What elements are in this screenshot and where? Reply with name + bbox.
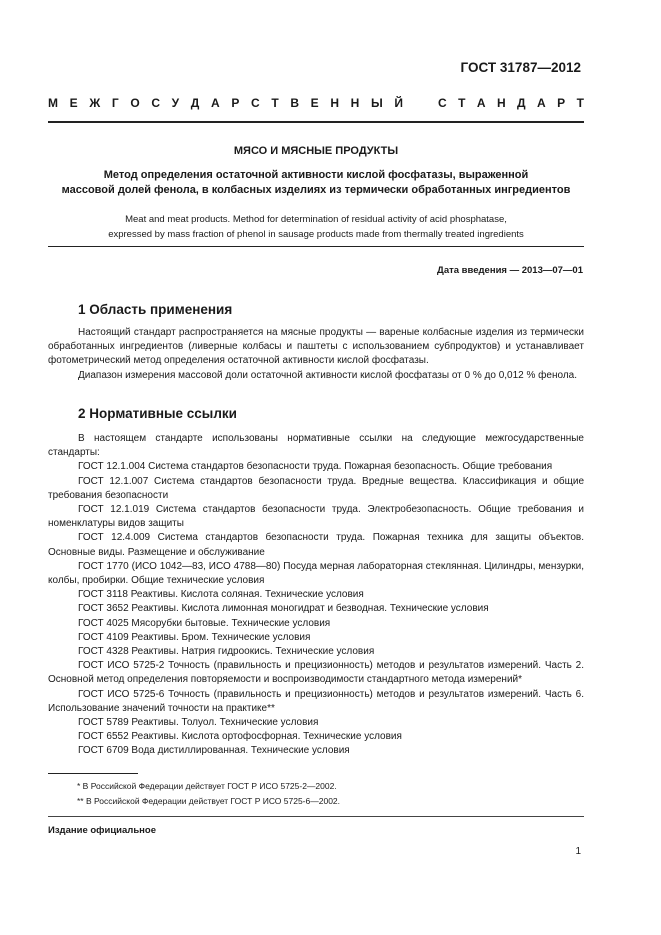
- title-rule: [48, 246, 584, 247]
- title-english-line: expressed by mass fraction of phenol in sausage products made from thermally treated ingredients: [108, 229, 524, 240]
- section-heading-scope: 1 Область применения: [78, 302, 233, 317]
- document-number: ГОСТ 31787—2012: [460, 60, 581, 75]
- reference-item: ГОСТ 5789 Реактивы. Толуол. Технические условия: [78, 717, 319, 729]
- title-sub-line: массовой долей фенола, в колбасных изделиях из термически обработанных ингредиентов: [61, 184, 571, 196]
- reference-item: ГОСТ 3118 Реактивы. Кислота соляная. Технические условия: [78, 589, 364, 601]
- footnote: ** В Российской Федерации действует ГОСТ Р ИСО 5725-6—2002.: [77, 796, 341, 806]
- section-body-references: [48, 432, 584, 759]
- paragraph: Диапазон измерения массовой доли остаточной активности кислой фосфатазы от 0 % до 0,012 % фенола.: [78, 369, 578, 381]
- reference-item: ГОСТ 12.1.007 Система стандартов безопасности труда. Вредные вещества. Классификация и общие требования безопасности: [48, 475, 584, 501]
- edition-label: Издание официальное: [48, 825, 156, 836]
- introduction-date: Дата введения — 2013—07—01: [437, 265, 583, 276]
- reference-item: ГОСТ 12.4.009 Система стандартов безопасности труда. Пожарная техника для защиты объектов. Основные виды. Размещение и обслуживание: [48, 532, 584, 558]
- footnotes: [48, 779, 584, 809]
- reference-item: ГОСТ 12.1.019 Система стандартов безопасности труда. Электробезопасность. Общие требования и номенклатуры видов защиты: [48, 504, 584, 530]
- reference-item: ГОСТ 4109 Реактивы. Бром. Технические условия: [78, 631, 311, 643]
- footer-rule: [48, 816, 584, 817]
- footnote-separator: [48, 773, 138, 774]
- standard-type-word-2: С Т А Н Д А Р Т: [438, 96, 584, 110]
- reference-item: ГОСТ 6552 Реактивы. Кислота ортофосфорная. Технические условия: [78, 731, 402, 743]
- reference-item: ГОСТ 3652 Реактивы. Кислота лимонная моногидрат и безводная. Технические условия: [78, 603, 489, 615]
- title-sub-line: Метод определения остаточной активности кислой фосфатазы, выраженной: [103, 169, 529, 181]
- standard-type-banner: [48, 96, 584, 110]
- reference-item: ГОСТ 4328 Реактивы. Натрия гидроокись. Технические условия: [78, 646, 375, 658]
- title-sub: [48, 168, 584, 198]
- standard-type-word-1: М Е Ж Г О С У Д А Р С Т В Е Н Н Ы Й: [48, 96, 403, 110]
- title-main: МЯСО И МЯСНЫЕ ПРОДУКТЫ: [233, 145, 399, 157]
- reference-item: ГОСТ 6709 Вода дистиллированная. Технические условия: [78, 745, 350, 757]
- reference-item: ГОСТ 4025 Мясорубки бытовые. Технические условия: [78, 617, 331, 629]
- header-rule: [48, 121, 584, 123]
- page-number: 1: [575, 846, 581, 857]
- reference-item: ГОСТ ИСО 5725-2 Точность (правильность и прецизионность) методов и результатов измерений. Часть 2. Основной метод определения повторяемости и воспроизводимости стандартного метода измерений*: [48, 660, 584, 686]
- title-english: [48, 212, 584, 242]
- paragraph: Настоящий стандарт распространяется на мясные продукты — вареные колбасные изделия из термически обработанных ингредиентов (ливерные колбасы и паштеты с использованием субпродуктов) и устанавливает фотометрический метод определения остаточной активности кислой фосфатазы.: [48, 327, 584, 367]
- title-english-line: Meat and meat products. Method for determination of residual activity of acid phosphatase,: [125, 214, 507, 225]
- paragraph: В настоящем стандарте использованы нормативные ссылки на следующие межгосударственные стандарты:: [48, 433, 584, 459]
- reference-item: ГОСТ ИСО 5725-6 Точность (правильность и прецизионность) методов и результатов измерений. Часть 6. Использование значений точности на практике**: [48, 688, 584, 714]
- footnote: * В Российской Федерации действует ГОСТ Р ИСО 5725-2—2002.: [77, 781, 337, 791]
- reference-item: ГОСТ 1770 (ИСО 1042—83, ИСО 4788—80) Посуда мерная лабораторная стеклянная. Цилиндры, мензурки, колбы, пробирки. Общие технические условия: [48, 560, 584, 587]
- section-heading-references: 2 Нормативные ссылки: [78, 406, 237, 421]
- reference-item: ГОСТ 12.1.004 Система стандартов безопасности труда. Пожарная безопасность. Общие требования: [78, 461, 553, 473]
- section-body-scope: [48, 326, 584, 383]
